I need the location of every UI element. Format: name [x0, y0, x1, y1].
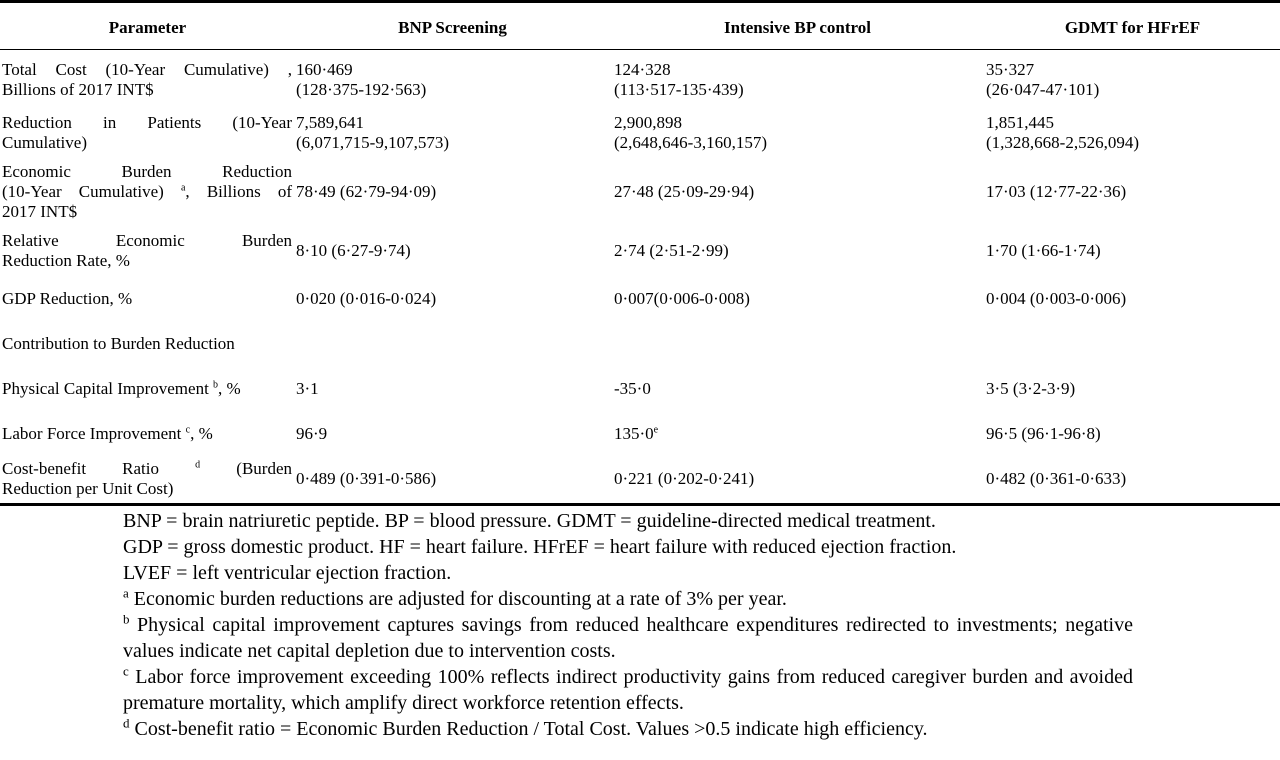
- row-cost-benefit-bp: 0·221 (0·202-0·241): [614, 469, 755, 488]
- row-total-cost-bp: 124·328 (113·517-135·439): [614, 60, 744, 99]
- header-parameter: Parameter: [108, 18, 187, 37]
- row-gdp-reduction-bnp: 0·020 (0·016-0·024): [296, 289, 437, 308]
- footnote-c: $^c$ Labor force improvement exceeding 100% reflects indirect productivity gains from reduced caregiver burden and avoided premature mortality, which amplify direct workforce retention effects.: [123, 663, 1133, 714]
- table-header-rule: [0, 49, 1280, 50]
- row-economic-burden-param: Economic Burden Reduction (10-Year Cumulative) $^a$, Billions of 2017 INT$: [2, 162, 293, 221]
- row-economic-burden-bp: 27·48 (25·09-29·94): [614, 182, 755, 201]
- row-relative-burden-bnp: 8·10 (6·27-9·74): [296, 241, 411, 260]
- row-reduction-patients-bnp: 7,589,641 (6,071,715-9,107,573): [296, 113, 449, 152]
- footnote-b: $^b$ Physical capital improvement captures savings from reduced healthcare expenditures redirected to investments; negative values indicate net capital depletion due to intervention costs.: [123, 611, 1133, 662]
- row-labor-force-bnp: 96·9: [296, 424, 328, 443]
- row-labor-force-gdmt: 96·5 (96·1-96·8): [986, 424, 1101, 443]
- row-physical-capital-gdmt: 3·5 (3·2-3·9): [986, 379, 1076, 398]
- row-relative-burden-bp: 2·74 (2·51-2·99): [614, 241, 729, 260]
- row-economic-burden-bnp: 78·49 (62·79-94·09): [296, 182, 437, 201]
- row-total-cost-bnp: 160·469 (128·375-192·563): [296, 60, 427, 99]
- row-cost-benefit-bnp: 0·489 (0·391-0·586): [296, 469, 437, 488]
- row-cost-benefit-gdmt: 0·482 (0·361-0·633): [986, 469, 1127, 488]
- row-physical-capital-bnp: 3·1: [296, 379, 319, 398]
- row-physical-capital-bp: -35·0: [614, 379, 651, 398]
- footnote-a: $^a$ Economic burden reductions are adjusted for discounting at a rate of 3% per year.: [123, 585, 787, 610]
- row-reduction-patients-gdmt: 1,851,445 (1,328,668-2,526,094): [986, 113, 1139, 152]
- row-contribution-heading: Contribution to Burden Reduction: [2, 334, 235, 353]
- table-bottom-rule: [0, 503, 1280, 506]
- footnote-abbrev-2: GDP = gross domestic product. HF = heart failure. HFrEF = heart failure with reduced ejection fraction.: [123, 536, 957, 558]
- footnote-d: $^d$ Cost-benefit ratio = Economic Burden Reduction / Total Cost. Values >0.5 indicate high efficiency.: [123, 715, 928, 740]
- table-top-rule: [0, 0, 1280, 3]
- row-gdp-reduction-gdmt: 0·004 (0·003-0·006): [986, 289, 1127, 308]
- table-footnotes: [123, 508, 1133, 742]
- footnote-abbrev-1: BNP = brain natriuretic peptide. BP = blood pressure. GDMT = guideline-directed medical treatment.: [123, 510, 936, 532]
- row-total-cost-param: Total Cost (10-Year Cumulative) , Billions of 2017 INT$: [2, 60, 292, 99]
- row-labor-force-param: Labor Force Improvement $^c$, %: [2, 424, 213, 443]
- header-bnp-screening: BNP Screening: [398, 18, 507, 37]
- header-gdmt-hfref: GDMT for HFrEF: [1064, 18, 1201, 37]
- header-intensive-bp: Intensive BP control: [723, 18, 872, 37]
- footnote-abbrev-3: LVEF = left ventricular ejection fraction.: [123, 562, 452, 584]
- row-gdp-reduction-bp: 0·007(0·006-0·008): [614, 289, 750, 308]
- row-physical-capital-param: Physical Capital Improvement $^b$, %: [2, 379, 241, 398]
- row-gdp-reduction-param: GDP Reduction, %: [2, 289, 133, 308]
- row-reduction-patients-param: Reduction in Patients (10-Year Cumulative): [2, 113, 292, 152]
- row-total-cost-gdmt: 35·327 (26·047-47·101): [986, 60, 1100, 99]
- row-relative-burden-param: Relative Economic Burden Reduction Rate, %: [2, 231, 292, 270]
- row-reduction-patients-bp: 2,900,898 (2,648,646-3,160,157): [614, 113, 767, 152]
- row-economic-burden-gdmt: 17·03 (12·77-22·36): [986, 182, 1127, 201]
- row-labor-force-bp: $135\cdot 0^e$: [614, 424, 659, 443]
- row-cost-benefit-param: Cost-benefit Ratio $^d$ (Burden Reduction per Unit Cost): [2, 459, 293, 498]
- row-relative-burden-gdmt: 1·70 (1·66-1·74): [986, 241, 1101, 260]
